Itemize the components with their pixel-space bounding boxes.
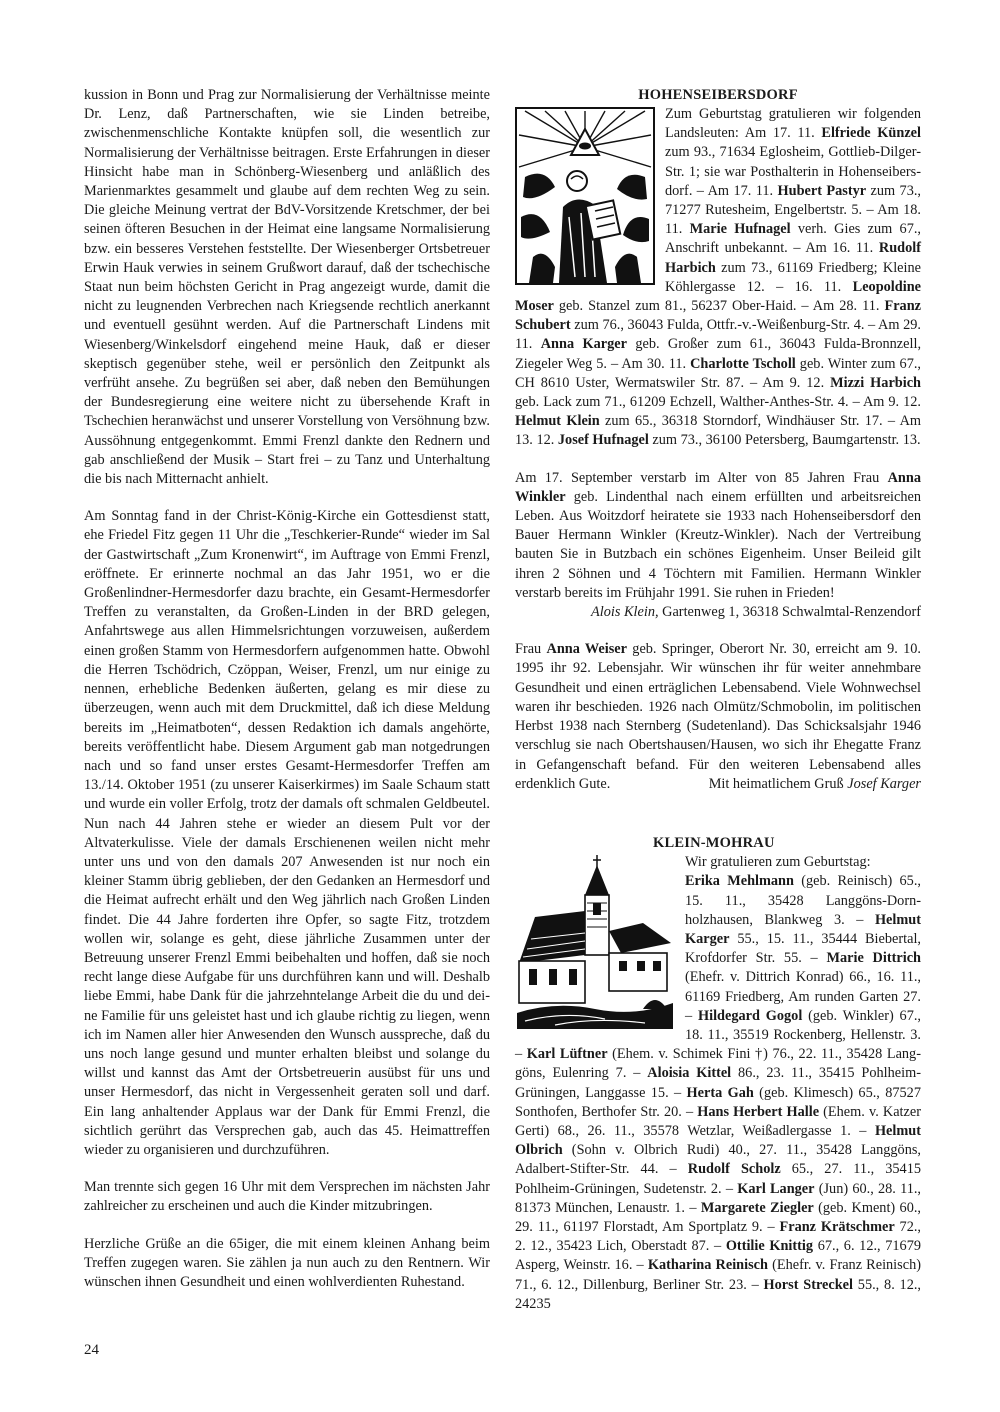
list-item: Am 9. 12. Helmut Klein zum 65., 36318 Storndorf, Windhäuser Str. 17. – [515,394,921,430]
list-item: Am 9. 12. Mizzi Harbich geb. Lack zum 71., 61209 Echzell, Walther-Anthes-Str. 4. – [515,374,922,411]
paragraph-gruesse: Herzliche Grüße an die 65iger, die mit einem kleinen Anhang beim Treffen zugegen waren. Sie zählen ja nun auch zu den Rentnern. Wir wünschen ihnen Gesundheit und einen wohlverdienten Ruhestand. [84,1235,490,1290]
list-item: Am 18. 11. Marie Hufnagel verh. Gies zum 67., Anschrift unbekannt. – [665,202,921,257]
list-item: Horst Streckel 55., 8. 12., 24235 [515,1276,921,1312]
list-item: Am 16. 11. Rudolf Harbich zum 73., 61169 Friedberg; Kleine Köhlergasse 12. – [665,240,921,295]
greeting-signature: Mit heimatlichem Gruß Josef Karger [708,775,921,792]
village-illustration [515,853,675,1031]
right-column [515,86,921,1314]
klein-mohrau-birthdays [515,853,921,1314]
list-item: Karl Langer (Jun) 60., 28. 11., 81373 München, Lenaustr. 1. – [515,1180,922,1216]
list-item: Am 17. 11. Elfriede Künzel zum 93., 71634 Eglosheim, Gottlieb-Dilger-Str. 1; sie war Posthalterin in Hohenseibersdorf. – [665,125,921,199]
paragraph-abschied: Man trennte sich gegen 16 Uhr mit dem Versprechen im nächsten Jahr zahlreicher zu erscheinen und auch die Kinder mitzubringen. [84,1179,490,1215]
section-heading-hohenseibersdorf: HOHENSEIBERSDORF [638,87,798,103]
list-item: Ottilie Knittig 67., 6. 12., 71679 Asperg, Weinstr. 16. – [515,1238,922,1274]
list-item: 16. 11. Leopoldine Moser geb. Stanzel zum 81., 56237 Ober-Haid. – [515,278,921,315]
birthday-anna-weiser: Frau Anna Weiser geb. Springer, Oberort Nr. 30, erreicht am 9. 10. 1995 ihr 92. Lebensjahr. Wir wünschen ihr für weiter annehmbare Gesundheit und einen erträglichen Lebensabend. Viele Wohnwechsel waren ihr beschieden. 1926 nach Olmütz/Schmobolin, im politischen Herbst 1938 nach Sternberg (Sudetenland). Das Schicksalsjahr 1946 verschlug sie nach Obertshausen/Hausen, wo sich ihr Ehegatte Franz in Gefangenschaft befand. Für den weiteren Lebensabend alles erdenklich Gute. [515,641,921,792]
village-church-icon [515,853,675,1031]
hohenseibersdorf-birthdays [515,105,921,451]
list-item: Hildegard Gogol (geb. Winkler) 67., 18. 11., 35519 Rockenberg, Hellenstr. 3. – [515,1007,921,1063]
klein-mohrau-intro: Wir gratulieren zum Geburtstag: [685,854,871,871]
list-item: Erika Mehlmann (geb. Reinisch) 65., 15. 11., 35428 Langgöns-Dornholzhausen, Blankweg 3. – [685,873,921,928]
woodcut-illustration [515,107,655,285]
list-item: Am 30. 11. Charlotte Tscholl geb. Winter zum 67., CH 8610 Uster, Wermatswiler Str. 87. – [515,355,921,391]
left-column [84,86,490,1310]
list-item: Hans Herbert Halle (Ehem. v. Katzer Gerti) 68., 26. 11., 35578 Wetzlar, Weißadlergasse 1. – [515,1103,921,1139]
list-item: Rudolf Scholz 65., 27. 11., 35415 Pohlheim-Grüningen, Sudetenstr. 2. – [515,1161,921,1197]
saint-woodcut-icon [515,107,655,285]
paragraph-sonntag: Am Sonntag fand in der Christ-König-Kirche ein Gottesdienst statt, ehe Friedel Fitz gegen 11 Uhr die „Teschkerier-Runde“ wieder im Sal der Gastwirtschaft „Zum Kronenwirt“, im Auftrage von Emmi Frenzl, eröffnete. Er erinnerte nochmal an das Jahr 1951, wo er die Großenlindner-Hermesdorfer dazu brachte, ein Gesamt-Hermesdorfer Treffen zu veranstalten, da Großen-Linden in der BRD gelegen, Anfahrtswege aus allen Himmelsrichtungen vorzuweisen, außerdem einen großen Stamm von Hermesdorfern aufgenommen hatte. Obwohl die Herren Tschödrich, Czöppan, Weiser, Frenzl, um nur einige zu nennen, erhebliche Bedenken äußerten, gelang es mir diese zu überzeugen, wenn auch mit dem Druckmittel, daß ich diese Meldung bereits im „Heimatboten“, dessen Redaktion ich damals angehörte, bereits veröffentlicht habe. Diesem Argument gab man notgedrungen nach und so fand unser erstes Gesamt-Hermesdorfer Treffen am 13./14. Oktober 1951 (zu unserer Kaiserkirmes) im Saale Schaum statt und wurde ein voller Erfolg, trotz der damals oft schmalen Geldbeutel. Nun nach 44 Jahren stehe er wieder an diesem Pult vor der Altvaterkulisse. Viele der damals Erschienenen weilen nicht mehr unter uns und von den damals 207 Anwesenden ist nur noch ein kleiner Stamm übrig geblieben, der den Gedanken an Hermesdorf und die Heimat aufrecht erhält und den Weg jährlich nach Großen Linden findet. Die 44 Jahre forderten ihre Opfer, so sagte Fitz, trotzdem wollen wir, solange es geht, diese jährliche Zusammen unter der Betreuung unserer Frenzl Emmi beibehalten und hoffen, daß sie noch recht lange diese Aufgabe für uns durchführen kann und will. Deshalb liebe Emmi, habe Dank für die jahrzehntelange Arbeit die du und deine Familie für uns geleistet hast und ich glaube richtig zu liegen, wenn ich im Namen aller hier Anwesenden den Wunsch ausspreche, daß du uns noch lange gesund und munter erhalten bleibst und solange du willst und kannst das Amt der Ortsbetreuerin ausübst für uns und unser Hermesdorf, das nicht in Vergessenheit geraten soll und darf. Ein lang anhaltender Applaus war der Dank für Emmi Frenzl, die sichtlich gerührt das Versprechen gab, auch das 45. Heimattreffen wieder zu organisieren und durchzuführen. [84,508,490,1158]
list-item: Margarete Ziegler (geb. Kment) 60., 29. 11., 61197 Florstadt, Am Sportplatz 9. – [515,1199,921,1235]
list-item: Franz Krätschmer 72., 2. 12., 35423 Lich, Oberstadt 87. – [515,1218,921,1255]
page-number: 24 [84,1342,99,1358]
section-heading-klein-mohrau: KLEIN-MOHRAU [653,835,775,852]
list-item: Herta Gah (geb. Klimesch) 65., 87527 Sonthofen, Berthofer Str. 20. – [515,1084,921,1120]
obituary-anna-winkler: Am 17. September verstarb im Alter von 85 Jahren Frau Anna Winkler geb. Lindenthal nach einem erfüllten und arbeitsreichen Leben. Aus Woitzdorf heiratete sie 1933 nach Hohenseibersdorf den Bauer Hermann Winkler (Kreutz-Winkler). Nach der Vertreibung bauten Sie in Butzbach ein schönes Eigenheim. Unser Beileid gilt ihren 2 Söhnen und 4 Töchtern mit Familien. Hermann Winkler verstarb bereits im Frühjahr 1991. Sie ruhen in Frieden! [515,469,921,601]
list-item: Marie Dittrich (Ehefr. v. Dittrich Konrad) 66., 16. 11., 61169 Friedberg, Am runden Garten 27. – [685,950,921,1024]
list-item: Katharina Reinisch (Ehefr. v. Franz Reinisch) 71., 6. 12., Dillenburg, Berliner Str. 23. – [515,1257,921,1293]
list-item: Am 17. 11. Hubert Pastyr zum 73., 71277 Rutesheim, Engelbertstr. 5. – [665,182,921,219]
list-item: Aloisia Kittel 86., 23. 11., 35415 Pohlheim-Grüningen, Langgasse 15. – [515,1065,921,1101]
obituary-signature: Alois Klein, Gartenweg 1, 36318 Schwalmtal-Renzendorf [591,604,921,621]
list-item: Am 28. 11. Franz Schubert zum 76., 36043 Fulda, Ottfr.-v.-Weißenburg-Str. 4. – [515,298,921,334]
list-item: Helmut Karger 55., 15. 11., 35444 Biebertal, Krofdorfer Str. 55. – [685,911,921,967]
paragraph-partnerschaft: kussion in Bonn und Prag zur Normalisierung der Verhältnisse meinte Dr. Lenz, daß Partnerschaften, wie sie Linden betreibe, zwischenmenschliche Kontakte knüpfen soll, die wesentlich zur Normalisierung der Verhältnisse beitragen. Erste Erfahrungen in dieser Hinsicht habe man in Schönberg-Wiesenberg und anläßlich des Marienmarktes gesammelt und glaube auf dem rechten Weg zu sein. Die gleiche Meinung vertrat der BdV-Vorsitzende Kretschmer, der bei seinen öfteren Besuchen in der Heimat eine langsame Normalisierung bzw. ein besseres Verstehen feststellte. Der Wiesenberger Ortsbetreuer Erwin Hauk verwies in seinem Grußwort darauf, daß der tschechische Staat nun beim höchsten Gericht in Prag angezeigt wurde, damit die nicht zu leugnenden Verbrechen nach Kriegsende rechtlich anerkannt und eventuell gesühnt werden. Auf die Partnerschaft Lindens mit Wiesenberg/Winkelsdorf eingehend meine Hauk, daß er dieser skeptisch gegenüber stehe, weil er persönlich den Zeitpunkt als verfrüht ansehe. Zu begrüßen sei aber, daß neben den Bemühungen der Bundesregierung eine weitere nicht zu übersehende Kraft in Tschechien heranwächst und unserer Vorstellung von Versöhnung bzw. Aussöhnung entgegenkommt. Emmi Frenzl dankte den Rednern und gab anschließend der Musik – Start frei – zu Tanz und Unterhaltung die bis nach Mitternacht anhielt. [84,87,490,488]
list-item: Am 29. 11. Anna Karger geb. Großer zum 61., 36043 Fulda-Bronnzell, Ziegeler Weg 5. – [515,317,922,372]
hohenseibersdorf-intro: Zum Geburtstag gratulieren wir folgenden Landsleuten: [665,106,921,142]
list-item: Helmut Olbrich (Sohn v. Olbrich Rudi) 40., 27. 11., 35428 Langgöns, Adalbert-Stifter-Str. 44. – [515,1122,921,1178]
list-item: Karl Lüftner (Ehem. v. Schimek Fini †) 76., 22. 11., 35428 Langgöns, Eulenring 7. – [515,1046,921,1082]
list-item: Am 13. 12. Josef Hufnagel zum 73., 36100 Petersberg, Baumgartenstr. 13. [515,413,922,449]
